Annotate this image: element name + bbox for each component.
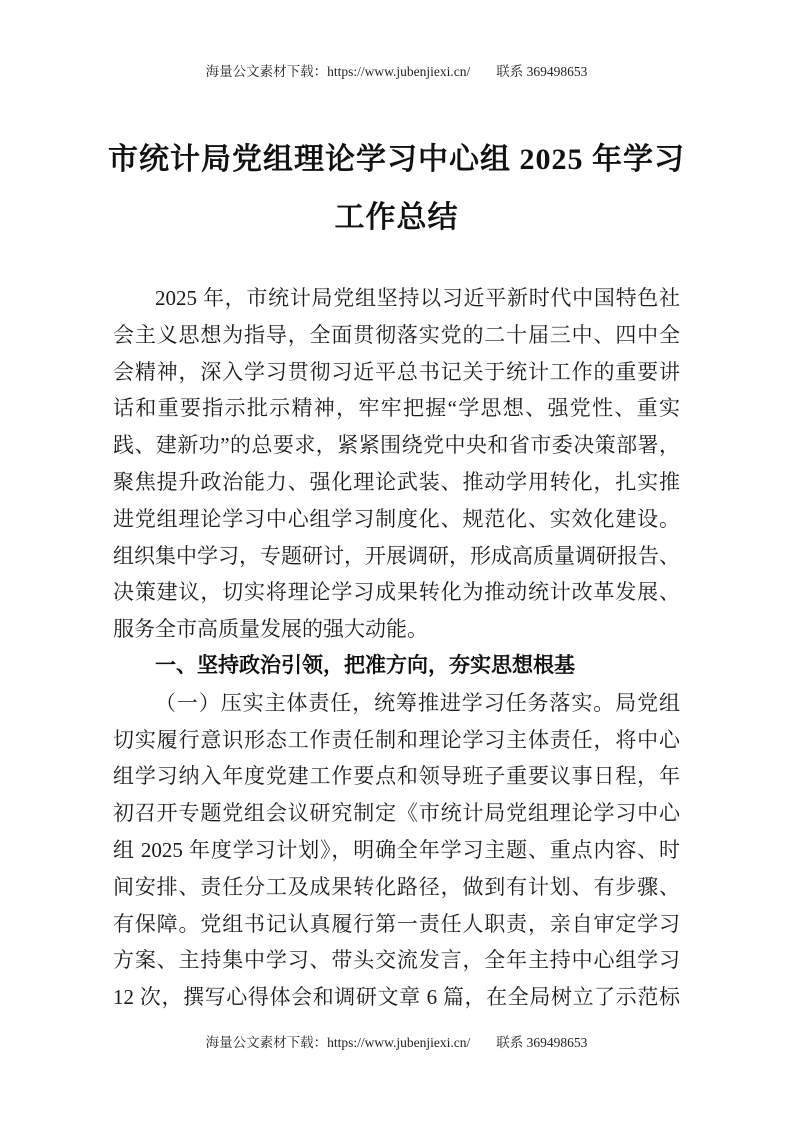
text-line: 组 2025 年度学习计划》，明确全年学习主题、重点内容、时 xyxy=(113,837,680,862)
section-heading-1: 一、坚持政治引领，把准方向，夯实思想根基 xyxy=(155,653,575,677)
text-line: 间安排、责任分工及成果转化路径，做到有计划、有步骤、 xyxy=(113,874,680,899)
footer-url: https://www.jubenjiexi.cn/ xyxy=(327,1035,471,1050)
text-line: 话和重要指示批示精神，牢牢把握“学思想、强党性、重实 xyxy=(113,396,680,421)
footer-contact: 联系 369498653 xyxy=(496,1035,588,1050)
footer-download-label: 海量公文素材下载： xyxy=(205,1035,328,1050)
text-line: 组织集中学习，专题研讨，开展调研，形成高质量调研报告、 xyxy=(113,543,680,568)
text-line: 切实履行意识形态工作责任制和理论学习主体责任，将中心 xyxy=(113,727,680,752)
text-line: 进党组理论学习中心组学习制度化、规范化、实效化建设。 xyxy=(113,506,680,531)
paragraph-intro xyxy=(113,280,680,648)
text-line: 12 次，撰写心得体会和调研文章 6 篇，在全局树立了示范标 xyxy=(113,985,680,1010)
text-line: 践、建新功”的总要求，紧紧围绕党中央和省市委决策部署， xyxy=(113,433,680,458)
footer-note xyxy=(0,1034,793,1051)
text-line: 有保障。党组书记认真履行第一责任人职责，亲自审定学习 xyxy=(113,911,680,936)
text-line: 方案、主持集中学习、带头交流发言，全年主持中心组学习 xyxy=(113,948,680,973)
header-note xyxy=(0,63,793,80)
text-line: 服务全市高质量发展的强大动能。 xyxy=(113,617,428,642)
title-line-2: 工作总结 xyxy=(334,201,459,234)
header-download-label: 海量公文素材下载： xyxy=(205,64,328,79)
text-line: 2025 年，市统计局党组坚持以习近平新时代中国特色社 xyxy=(155,286,680,310)
text-line: 决策建议，切实将理论学习成果转化为推动统计改革发展、 xyxy=(113,580,680,605)
text-line: （一）压实主体责任，统筹推进学习任务落实。局党组 xyxy=(155,690,680,715)
text-line: 初召开专题党组会议研究制定《市统计局党组理论学习中心 xyxy=(113,801,680,826)
document-title xyxy=(0,131,793,247)
document-body xyxy=(113,280,680,1016)
text-line: 组学习纳入年度党建工作要点和领导班子重要议事日程，年 xyxy=(113,764,680,789)
header-url: https://www.jubenjiexi.cn/ xyxy=(327,64,471,79)
text-line: 会精神，深入学习贯彻习近平总书记关于统计工作的重要讲 xyxy=(113,359,680,384)
text-line: 聚焦提升政治能力、强化理论武装、推动学用转化，扎实推 xyxy=(113,469,680,494)
title-line-1: 市统计局党组理论学习中心组 2025 年学习 xyxy=(108,143,685,176)
text-line: 会主义思想为指导，全面贯彻落实党的二十届三中、四中全 xyxy=(113,322,680,347)
paragraph-section-1-1 xyxy=(113,685,680,1016)
header-contact: 联系 369498653 xyxy=(496,64,588,79)
